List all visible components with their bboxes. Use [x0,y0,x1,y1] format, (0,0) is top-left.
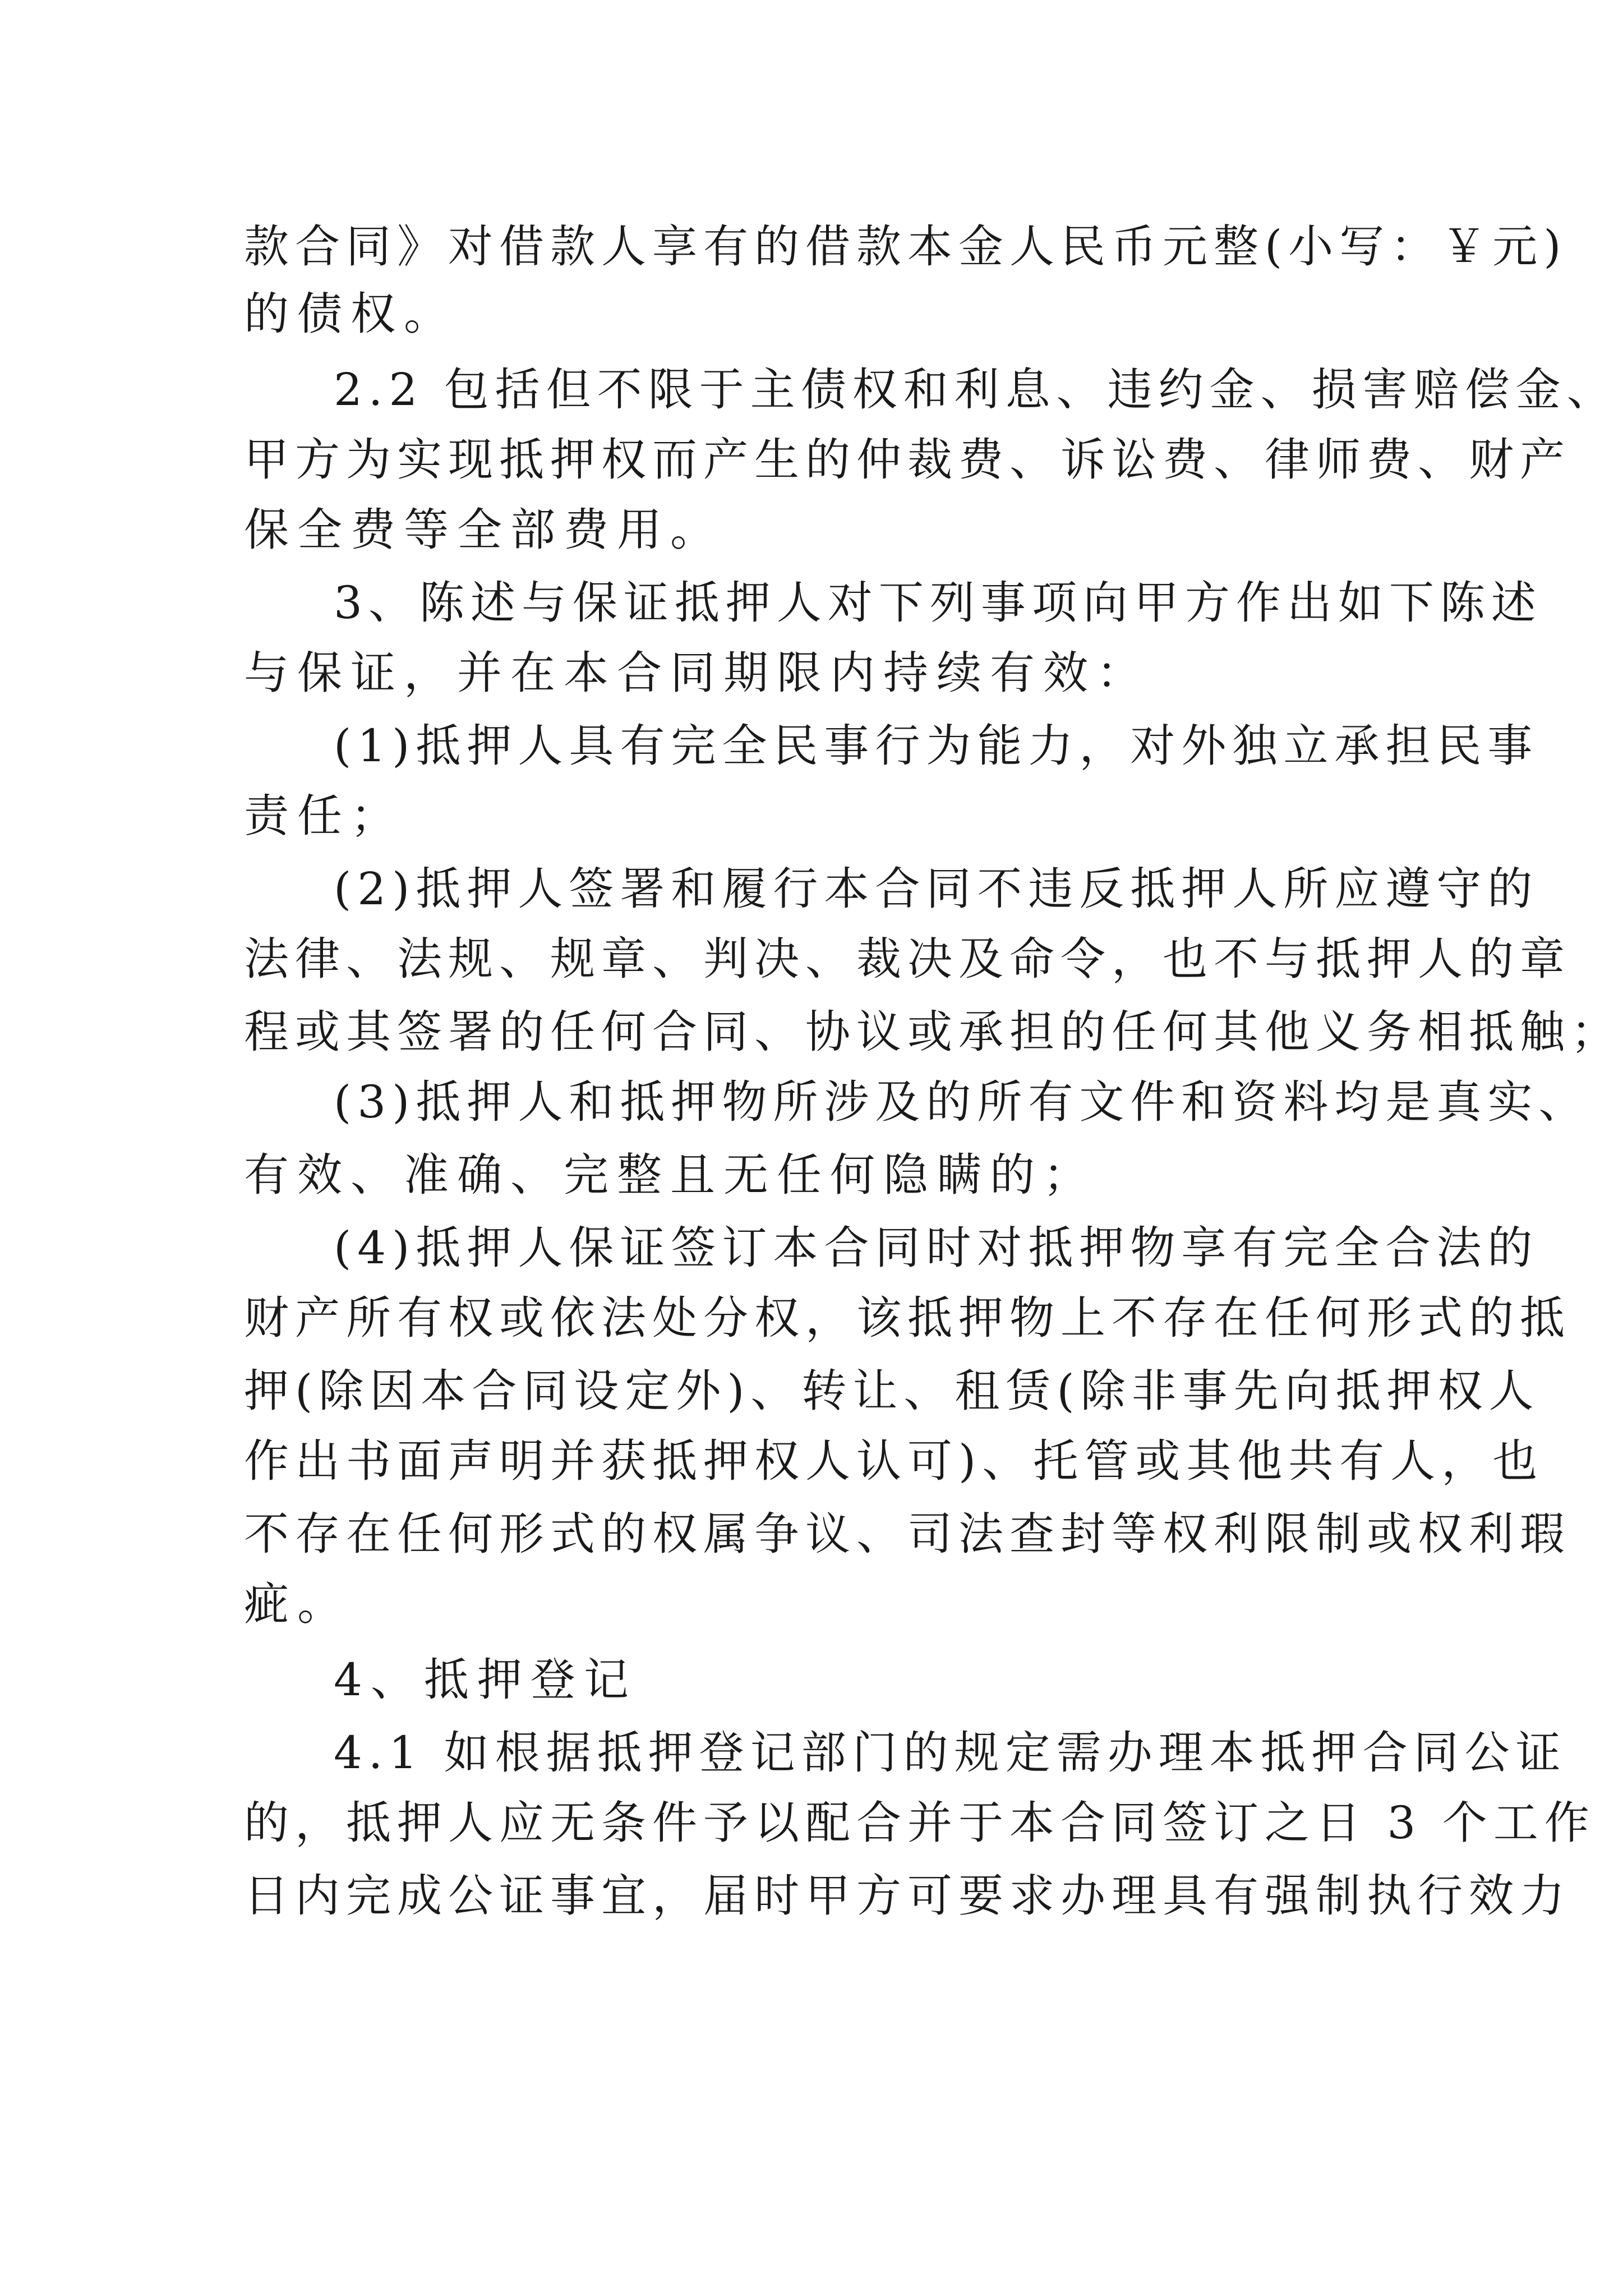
paragraph-line [0,1641,1623,1719]
paragraph-line [0,564,1623,642]
line-text: (2)抵押人签署和履行本合同不违反抵押人所应遵守的 [334,863,1539,915]
paragraph-line [0,1209,1623,1287]
line-text: 4、抵押登记 [334,1654,637,1706]
paragraph-line [0,208,1623,286]
paragraph-line [0,1422,1623,1501]
line-text: 作出书面声明并获抵押权人认可)、托管或其他共有人，也 [244,1435,1544,1487]
paragraph-line [0,1279,1623,1358]
paragraph-line [0,1857,1623,1935]
paragraph-line [0,777,1623,855]
line-text: 款合同》对借款人享有的借款本金人民币元整(小写：￥元) [244,220,1567,273]
paragraph-line [0,1136,1623,1214]
line-text: 日内完成公证事宜，届时甲方可要求办理具有强制执行效力 [244,1870,1571,1922]
line-text: 责任； [244,790,404,842]
paragraph-line [0,1714,1623,1792]
line-text: (3)抵押人和抵押物所涉及的所有文件和资料均是真实、 [334,1076,1590,1128]
paragraph-line [0,351,1623,429]
paragraph-line [0,421,1623,499]
line-text: 有效、准确、完整且无任何隐瞒的； [244,1149,1096,1201]
paragraph-line [0,1063,1623,1142]
line-text: 的，抵押人应无条件予以配合并于本合同签订之日 3 个工作 [244,1797,1596,1849]
paragraph-line [0,1784,1623,1862]
line-text: 法律、法规、规章、判决、裁决及命令，也不与抵押人的章 [244,933,1571,985]
line-text: (4)抵押人保证签订本合同时对抵押物享有完全合法的 [334,1222,1539,1274]
line-text: 财产所有权或依法处分权，该抵押物上不存在任何形式的抵 [244,1292,1571,1344]
paragraph-line [0,1565,1623,1644]
paragraph-line [0,850,1623,928]
paragraph-line [0,634,1623,712]
line-text: 2.2 包括但不限于主债权和利息、违约金、损害赔偿金、 [334,364,1618,416]
line-text: 的债权。 [244,288,457,340]
paragraph-line [0,491,1623,569]
paragraph-line [0,707,1623,785]
paragraph-line [0,1495,1623,1573]
line-text: 保全费等全部费用。 [244,504,723,556]
line-text: 押(除因本合同设定外)、转让、租赁(除非事先向抵押权人 [244,1365,1540,1417]
paragraph-line [0,993,1623,1071]
paragraph-line [0,1352,1623,1430]
line-text: 与保证，并在本合同期限内持续有效： [244,647,1150,699]
line-text: 疵。 [244,1578,351,1630]
paragraph-line [0,275,1623,353]
line-text: 不存在任何形式的权属争议、司法查封等权利限制或权利瑕 [244,1508,1571,1560]
line-text: 程或其签署的任何合同、协议或承担的任何其他义务相抵触； [244,1006,1622,1058]
line-text: 3、陈述与保证抵押人对下列事项向甲方作出如下陈述 [334,577,1542,629]
paragraph-line [0,920,1623,999]
line-text: 甲方为实现抵押权而产生的仲裁费、诉讼费、律师费、财产 [244,434,1571,486]
line-text: (1)抵押人具有完全民事行为能力，对外独立承担民事 [334,720,1539,772]
line-text: 4.1 如根据抵押登记部门的规定需办理本抵押合同公证 [334,1727,1567,1779]
